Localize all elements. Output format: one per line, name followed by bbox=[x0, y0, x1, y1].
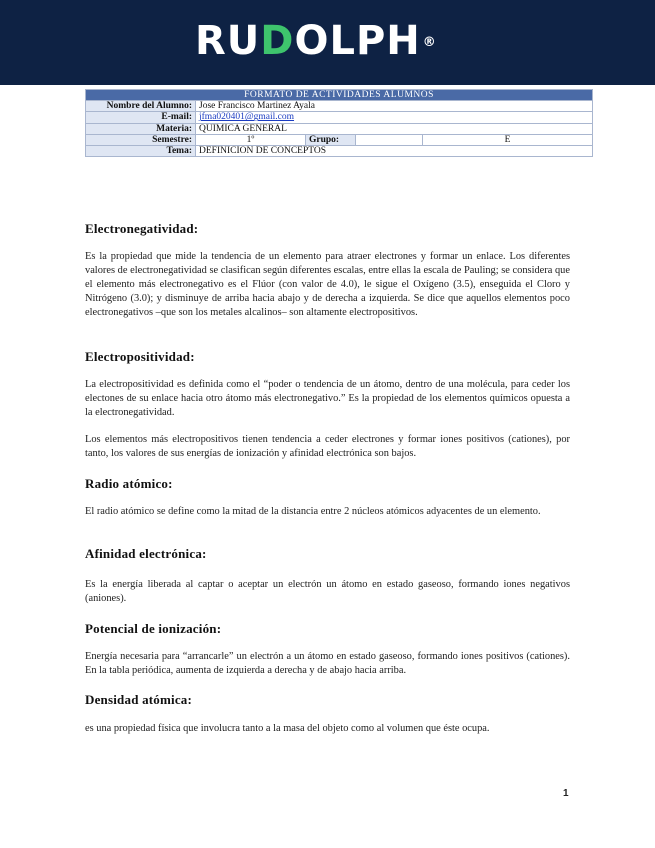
heading-densidad-atomica: Densidad atómica: bbox=[85, 692, 193, 707]
page-number: 1 bbox=[563, 788, 569, 799]
semester-label: Semestre: bbox=[86, 134, 196, 145]
form-title: FORMATO DE ACTIVIDADES ALUMNOS bbox=[86, 90, 593, 101]
logo-text-end: OLPH bbox=[294, 18, 421, 64]
logo-text-accent: D bbox=[260, 18, 295, 64]
paragraph-radio-atomico: El radio atómico se define como la mitad de la distancia entre 2 núcleos atómicos adyacentes de un elemento. bbox=[85, 506, 541, 517]
topic-value: DEFINICION DE CONCEPTOS bbox=[196, 145, 593, 156]
student-name-label: Nombre del Alumno: bbox=[86, 101, 196, 112]
paragraph-electropositividad-1: La electropositividad es definida como el “poder o tendencia de un átomo, dentro de una molécula, para ceder los electones de su enlace hacia otro átomo más electronegativo.” Es la propiedad de los elementos químicos opuesta a la electronegatividad. bbox=[85, 379, 570, 418]
paragraph-electropositividad-2: Los elementos más electropositivos tienen tendencia a ceder electrones y formar iones positivos (cationes), por tanto, los valores de sus energías de ionización y afinidad electrónica son bajos. bbox=[85, 434, 570, 459]
heading-afinidad-electronica: Afinidad electrónica: bbox=[85, 546, 207, 561]
heading-electropositividad: Electropositividad: bbox=[85, 349, 195, 364]
paragraph-electronegatividad: Es la propiedad que mide la tendencia de un elemento para atraer electrones y formar un enlace. Los diferentes valores de electronegatividad se clasifican según diferentes escalas, entre ellas la escala de Pauling; se considera que el elemento más electronegativo es el Flúor (con valor de 4.0), le sigue el Oxígeno (3.5), enseguida el Cloro y Nitrógeno (3.0); y disminuye de arriba hacia abajo y de derecha a izquierda. Se dice que aquellos elementos poco electronegativos –que son los metales alcalinos– son altamente electropositivos. bbox=[85, 251, 570, 318]
paragraph-afinidad-electronica: Es la energía liberada al captar o aceptar un electrón un átomo en estado gaseoso, formando iones negativos (aniones). bbox=[85, 579, 570, 604]
topic-label: Tema: bbox=[86, 145, 196, 156]
email-label: E-mail: bbox=[86, 112, 196, 123]
rudolph-logo bbox=[195, 20, 437, 62]
page-header bbox=[0, 0, 655, 85]
student-activity-form bbox=[85, 89, 593, 157]
paragraph-densidad-atomica: es una propiedad física que involucra tanto a la masa del objeto como al volumen que éste ocupa. bbox=[85, 723, 490, 734]
group-value: E bbox=[423, 134, 593, 145]
heading-electronegatividad: Electronegatividad: bbox=[85, 221, 199, 236]
student-name-value: Jose Francisco Martinez Ayala bbox=[196, 101, 593, 112]
subject-value: QUIMICA GENERAL bbox=[196, 123, 593, 134]
heading-potencial-ionizacion: Potencial de ionización: bbox=[85, 621, 222, 636]
group-label: Grupo: bbox=[306, 134, 356, 145]
heading-radio-atomico: Radio atómico: bbox=[85, 476, 173, 491]
registered-mark: ® bbox=[422, 35, 437, 50]
logo-text-start: RU bbox=[195, 18, 261, 64]
semester-value: 1º bbox=[196, 134, 306, 145]
email-link[interactable]: jfma020401@gmail.com bbox=[199, 112, 295, 123]
subject-label: Materia: bbox=[86, 123, 196, 134]
paragraph-potencial-ionizacion: Energía necesaria para “arrancarle” un electrón a un átomo en estado gaseoso, formando iones positivos (cationes). En la tabla periódica, aumenta de izquierda a derecha y de abajo hacia arriba. bbox=[85, 651, 570, 676]
